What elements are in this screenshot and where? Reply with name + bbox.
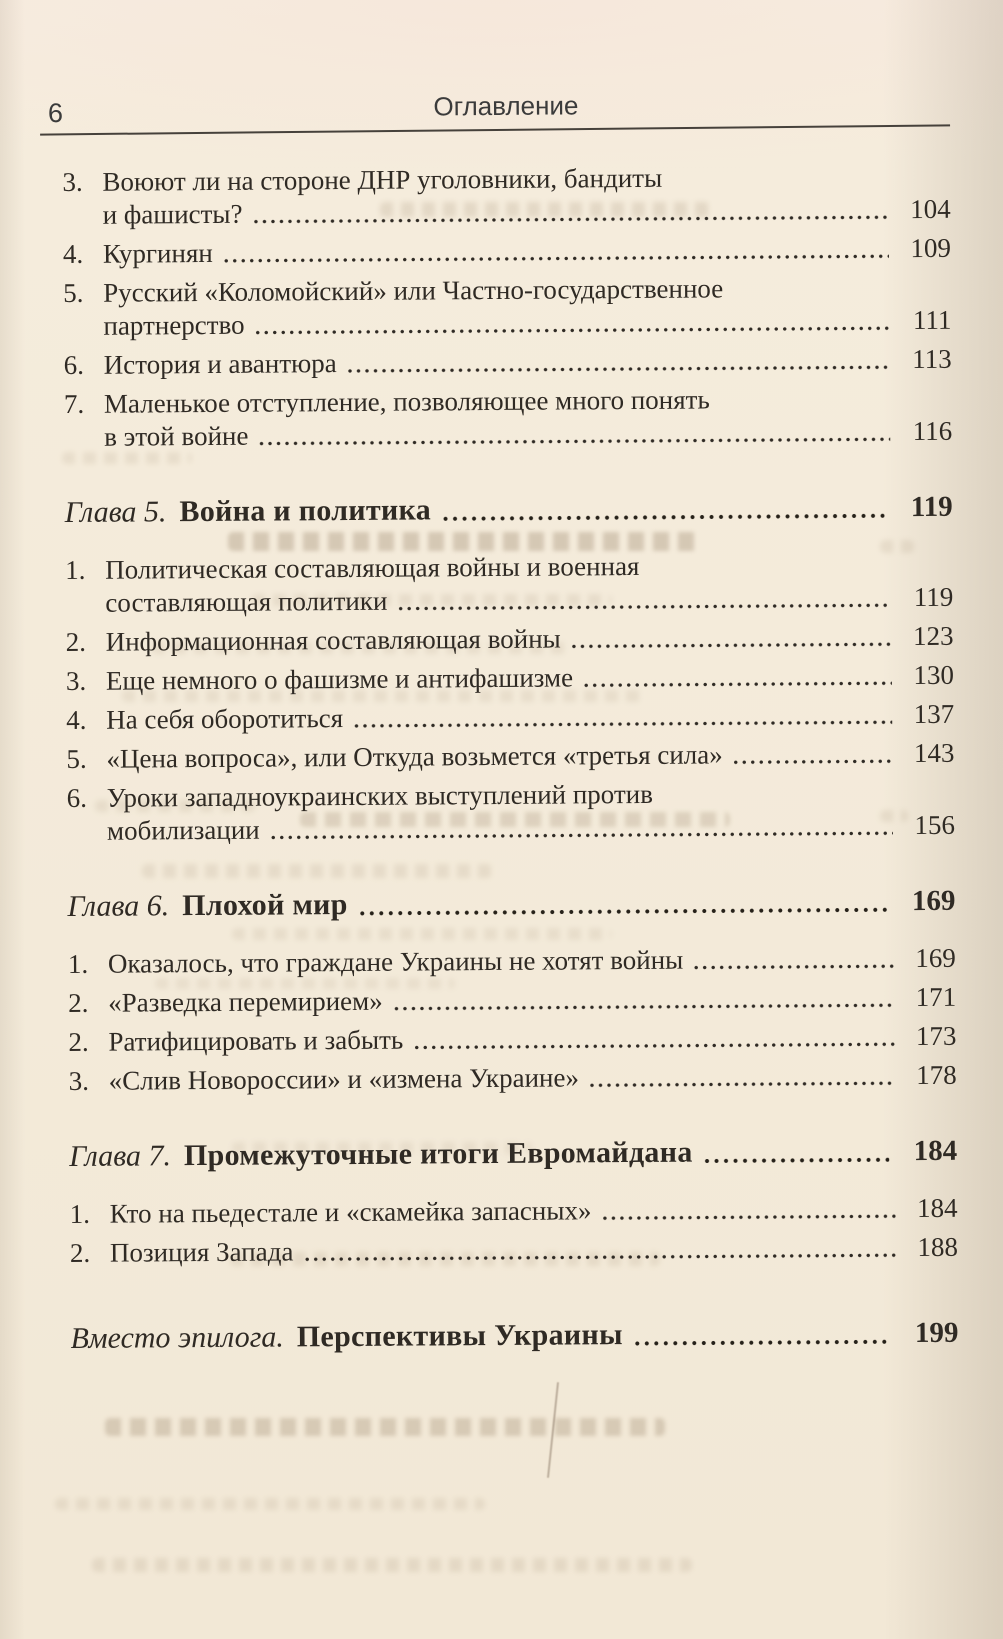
chapter-label: Глава 6. — [67, 889, 170, 923]
toc-entry — [68, 1020, 956, 1059]
chapter-page-number: 199 — [914, 1316, 959, 1350]
dot-leader — [412, 1020, 894, 1056]
entry-line — [103, 232, 951, 271]
entry-text: Политическая составляющая войны и военная — [105, 550, 640, 585]
entry-body — [104, 343, 952, 382]
dot-leader — [732, 737, 893, 771]
entry-body — [106, 620, 954, 659]
entry-line — [108, 981, 956, 1020]
toc-entry — [64, 343, 952, 382]
entry-line — [109, 1059, 957, 1098]
entry-body — [108, 942, 956, 981]
entry-text: «Разведка перемирием» — [108, 985, 383, 1018]
entry-page-number: 130 — [913, 659, 954, 691]
entry-text: «Слив Новороссии» и «измена Украине» — [108, 1062, 580, 1096]
toc-entry — [69, 1059, 957, 1098]
entry-text: мобилизации — [106, 814, 260, 846]
entry-page-number: 169 — [915, 942, 956, 974]
chapter-title: Перспективы Украины — [296, 1318, 623, 1354]
chapter-label: Глава 7. — [69, 1139, 172, 1173]
entry-body — [108, 1020, 956, 1059]
entry-number: 5. — [63, 277, 84, 308]
toc-entry — [70, 1192, 958, 1231]
toc-entry — [63, 232, 951, 271]
entry-body — [110, 1192, 958, 1231]
toc-entry — [62, 160, 950, 232]
entry-body — [106, 659, 954, 698]
entry-number: 1. — [65, 554, 86, 585]
running-title: Оглавление — [433, 90, 579, 122]
entry-number: 2. — [68, 1026, 89, 1057]
chapter-page-number: 119 — [910, 490, 953, 524]
entry-text: составляющая политики — [105, 585, 388, 618]
entry-line — [108, 942, 956, 981]
entry-text: Ратифицировать и забыть — [108, 1024, 404, 1057]
entry-number: 2. — [68, 987, 89, 1018]
dot-leader — [633, 1314, 891, 1354]
entry-line — [104, 343, 952, 382]
entry-text: История и авантюра — [103, 348, 337, 380]
entry-page-number: 113 — [912, 343, 952, 375]
dot-leader — [352, 698, 892, 735]
chapter-title: Плохой мир — [182, 888, 348, 923]
entry-page-number: 143 — [913, 737, 955, 769]
entry-body — [107, 776, 955, 848]
toc-entry — [66, 620, 954, 659]
entry-number: 2. — [65, 626, 86, 657]
entry-number: 7. — [63, 388, 85, 419]
entry-body — [104, 382, 952, 454]
chapter-heading — [65, 488, 953, 532]
toc-entry — [64, 382, 952, 454]
entry-body — [106, 698, 954, 737]
entry-text: и фашисты? — [102, 198, 243, 230]
entry-page-number: 188 — [917, 1231, 958, 1263]
entry-line — [104, 415, 952, 454]
entry-page-number: 111 — [912, 304, 952, 336]
toc-entry — [65, 548, 953, 620]
chapter-title: Промежуточные итоги Евромайдана — [183, 1135, 693, 1173]
dot-leader — [222, 232, 889, 270]
entry-line — [106, 698, 954, 737]
table-of-contents — [62, 160, 958, 1358]
entry-number: 6. — [66, 782, 88, 813]
entry-text: Кургинян — [102, 237, 213, 269]
entry-text: Еще немного о фашизме и антифашизме — [105, 662, 574, 696]
entry-text: Воюют ли на стороне ДНР уголовники, бандиты — [102, 162, 663, 197]
entry-text: Русский «Коломойский» или Частно-государственное — [103, 273, 724, 308]
dot-leader — [358, 882, 888, 924]
toc-entry — [66, 659, 954, 698]
entry-body — [106, 737, 954, 776]
chapter-heading — [69, 1132, 957, 1176]
entry-line — [105, 581, 953, 620]
entry-text: На себя оборотиться — [106, 703, 344, 735]
dot-leader — [257, 415, 890, 452]
entry-page-number: 184 — [917, 1192, 958, 1224]
chapter-title: Война и политика — [179, 493, 432, 529]
entry-text: Информационная составляющая войны — [105, 623, 561, 657]
entry-number: 2. — [69, 1237, 91, 1268]
chapter-page-number: 184 — [913, 1134, 958, 1168]
entry-page-number: 109 — [910, 232, 952, 264]
toc-entry — [68, 981, 956, 1020]
entry-body — [110, 1231, 958, 1270]
chapter-label: Глава 5. — [64, 495, 167, 529]
entry-page-number: 119 — [913, 581, 954, 613]
chapter-page-number: 169 — [911, 884, 956, 918]
entry-line — [106, 737, 954, 776]
entry-text: Позиция Запада — [109, 1236, 294, 1268]
entry-body — [103, 271, 951, 343]
page-number: 6 — [47, 97, 64, 129]
entry-number: 3. — [68, 1065, 90, 1096]
dot-leader — [346, 343, 890, 380]
dot-leader — [396, 581, 891, 617]
entry-text: Оказалось, что граждане Украины не хотят войны — [107, 944, 684, 979]
entry-page-number: 178 — [916, 1059, 957, 1091]
entry-page-number: 116 — [912, 415, 953, 447]
entry-number: 1. — [69, 1198, 90, 1229]
toc-entry — [66, 737, 954, 776]
entry-line — [110, 1192, 958, 1231]
entry-text: в этой войне — [104, 420, 249, 452]
entry-page-number: 156 — [914, 809, 956, 841]
entry-body — [102, 160, 950, 232]
dot-leader — [702, 1132, 889, 1171]
entry-page-number: 173 — [915, 1020, 957, 1052]
entry-page-number: 104 — [910, 193, 951, 225]
dot-leader — [251, 193, 888, 230]
entry-page-number: 123 — [913, 620, 954, 652]
entry-number: 1. — [67, 948, 89, 979]
entry-body — [105, 548, 953, 620]
entry-line — [108, 1020, 956, 1059]
entry-text: «Цена вопроса», или Откуда возьмется «третья сила» — [106, 739, 723, 774]
dot-leader — [600, 1192, 895, 1227]
entry-number: 3. — [62, 166, 83, 197]
toc-entry — [66, 698, 954, 737]
header-rule — [40, 124, 950, 135]
entry-line — [103, 304, 951, 343]
dot-leader — [302, 1231, 896, 1268]
dot-leader — [392, 981, 895, 1018]
chapter-heading — [70, 1314, 958, 1358]
dot-leader — [441, 488, 885, 529]
dot-leader — [588, 1059, 895, 1094]
entry-page-number: 137 — [913, 698, 955, 730]
chapter-label: Вместо эпилога. — [70, 1320, 284, 1355]
entry-text: Уроки западноукраинских выступлений против — [106, 778, 653, 813]
entry-number: 4. — [66, 704, 87, 735]
toc-entry — [68, 942, 956, 981]
entry-body — [103, 232, 951, 271]
entry-number: 6. — [63, 349, 85, 380]
entry-text: Маленькое отступление, позволяющее много понять — [103, 384, 710, 419]
dot-leader — [692, 942, 894, 976]
dot-leader — [253, 304, 889, 341]
entry-body — [109, 1059, 957, 1098]
entry-number: 3. — [65, 665, 87, 696]
toc-entry — [70, 1231, 958, 1270]
toc-entry — [67, 776, 955, 848]
dot-leader — [582, 659, 892, 694]
dot-leader — [269, 809, 894, 846]
entry-body — [108, 981, 956, 1020]
entry-line — [106, 620, 954, 659]
entry-line — [106, 659, 954, 698]
entry-number: 4. — [62, 238, 84, 269]
entry-page-number: 171 — [915, 981, 957, 1013]
entry-line — [107, 809, 955, 848]
dot-leader — [570, 620, 892, 655]
entry-number: 5. — [66, 743, 87, 774]
entry-line — [110, 1231, 958, 1270]
entry-text: партнерство — [103, 309, 245, 341]
chapter-heading — [67, 882, 955, 926]
page-header — [47, 88, 950, 136]
entry-line — [103, 193, 951, 232]
entry-text: Кто на пьедестале и «скамейка запасных» — [109, 1195, 592, 1229]
toc-entry — [63, 271, 951, 343]
